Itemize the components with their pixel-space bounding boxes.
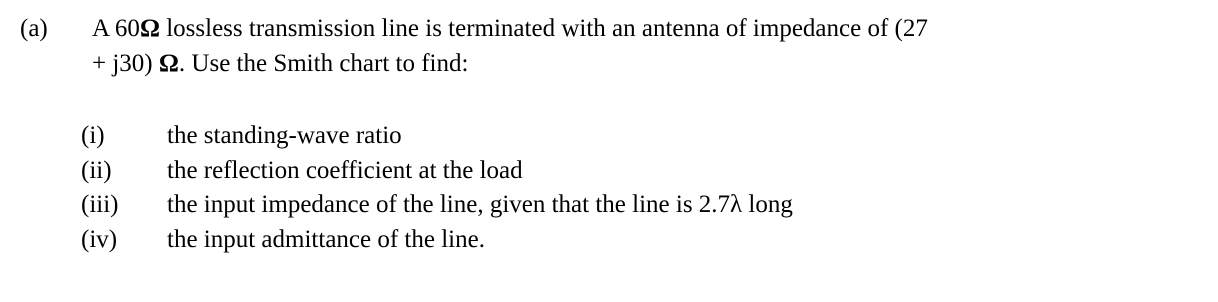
sub-question-number: (iii) bbox=[81, 191, 119, 218]
sub-question-text: the input impedance of the line, given that the line is 2.7λ long bbox=[167, 191, 793, 218]
sub-question-number: (i) bbox=[81, 122, 105, 149]
omega-symbol: Ω bbox=[139, 15, 160, 42]
question-text-part: lossless transmission line is terminated with an antenna of impedance of (27 bbox=[159, 15, 928, 42]
sub-question bbox=[81, 223, 793, 258]
question-label: (a) bbox=[20, 15, 48, 42]
sub-question-text: the input admittance of the line. bbox=[167, 225, 485, 253]
sub-question bbox=[81, 188, 793, 223]
sub-question bbox=[81, 154, 793, 189]
sub-question-number: (iv) bbox=[81, 225, 118, 253]
question-text-part: . Use the Smith chart to find: bbox=[178, 50, 469, 77]
sub-question-number: (ii) bbox=[81, 156, 112, 184]
sub-question bbox=[81, 119, 793, 154]
question-text-part: A 60 bbox=[92, 15, 140, 42]
sub-question-text: the reflection coefficient at the load bbox=[167, 156, 523, 184]
question-text-line-1 bbox=[92, 11, 928, 47]
question-text-part: + j30) bbox=[92, 50, 159, 77]
omega-symbol: Ω bbox=[158, 50, 179, 77]
question-text-line-2 bbox=[92, 46, 468, 82]
sub-question-list bbox=[81, 119, 793, 257]
sub-question-text: the standing-wave ratio bbox=[167, 122, 402, 149]
